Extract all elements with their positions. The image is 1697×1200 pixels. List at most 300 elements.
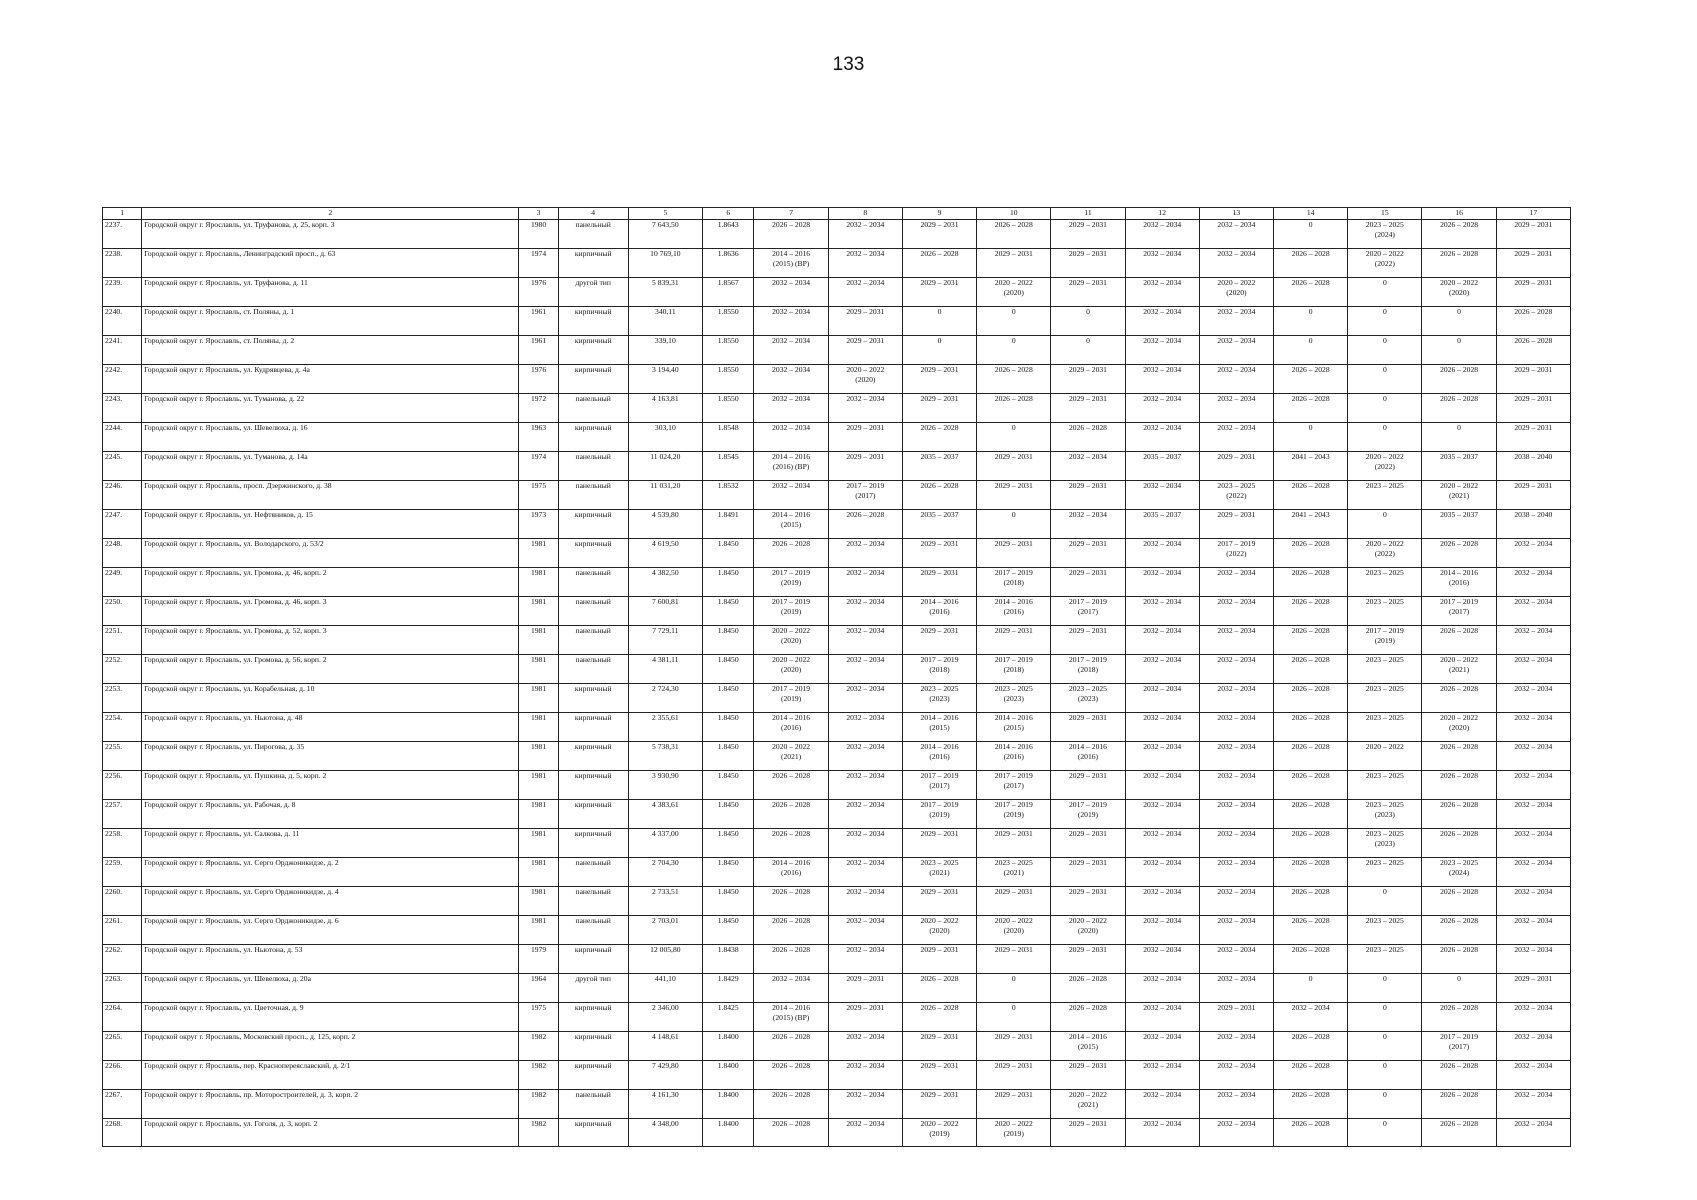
table-cell: 2014 – 2016 (2016)	[977, 742, 1051, 771]
table-cell: 7 600,81	[628, 597, 702, 626]
table-cell: 2023 – 2025	[1348, 655, 1422, 684]
table-body	[103, 220, 1571, 1147]
table-cell: 1.8400	[702, 1119, 754, 1147]
column-header: 13	[1199, 208, 1273, 220]
table-cell: кирпичный	[558, 713, 628, 742]
table-cell: 1972	[519, 394, 558, 423]
table-cell: 2029 – 2031	[902, 568, 976, 597]
table-cell: 0	[1274, 423, 1348, 452]
table-cell: 2032 – 2034	[1496, 1090, 1570, 1119]
table-cell: 4 381,11	[628, 655, 702, 684]
table-cell: 2026 – 2028	[1422, 249, 1496, 278]
row-number-cell: 2237.	[103, 220, 142, 249]
table-cell: 2029 – 2031	[1051, 278, 1125, 307]
table-cell: панельный	[558, 916, 628, 945]
table-cell: 1.8425	[702, 1003, 754, 1032]
table-cell: 2026 – 2028	[1274, 771, 1348, 800]
table-cell: 2032 – 2034	[1496, 1061, 1570, 1090]
table-cell: 2032 – 2034	[1199, 626, 1273, 655]
table-cell: 1.8450	[702, 916, 754, 945]
table-cell: 2029 – 2031	[977, 539, 1051, 568]
table-cell: 2032 – 2034	[1125, 423, 1199, 452]
table-cell: 2026 – 2028	[754, 800, 828, 829]
table-cell: 7 429,80	[628, 1061, 702, 1090]
table-cell: 2032 – 2034	[1199, 597, 1273, 626]
table-cell: 2032 – 2034	[828, 771, 902, 800]
table-cell: 0	[1348, 510, 1422, 539]
table-cell: 2026 – 2028	[754, 829, 828, 858]
table-cell: 2014 – 2016 (2015)	[902, 713, 976, 742]
column-header: 3	[519, 208, 558, 220]
table-cell: кирпичный	[558, 945, 628, 974]
table-cell: 2032 – 2034	[1125, 220, 1199, 249]
table-cell: 1.8450	[702, 684, 754, 713]
address-cell: Городской округ г. Ярославль, ул. Шевелюха, д. 20а	[142, 974, 519, 1003]
table-cell: 2032 – 2034	[1496, 771, 1570, 800]
table-cell: 2026 – 2028	[754, 539, 828, 568]
table-cell: 2032 – 2034	[1051, 452, 1125, 481]
table-cell: 2026 – 2028	[1274, 829, 1348, 858]
table-cell: 2029 – 2031	[977, 249, 1051, 278]
table-cell: 0	[1348, 423, 1422, 452]
table-cell: 0	[977, 336, 1051, 365]
table-cell: 2023 – 2025	[1348, 597, 1422, 626]
table-cell: 2020 – 2022 (2021)	[1422, 655, 1496, 684]
table-cell: 2032 – 2034	[1125, 858, 1199, 887]
page-number: 133	[832, 54, 865, 75]
table-cell: 2023 – 2025 (2023)	[902, 684, 976, 713]
table-cell: 1982	[519, 1061, 558, 1090]
table-cell: 1.8450	[702, 742, 754, 771]
table-cell: 2029 – 2031	[1051, 945, 1125, 974]
table-cell: 2026 – 2028	[1274, 945, 1348, 974]
table-cell: 0	[1348, 307, 1422, 336]
table-cell: 0	[1274, 220, 1348, 249]
table-cell: 2020 – 2022 (2020)	[754, 626, 828, 655]
table-cell: 2032 – 2034	[1199, 684, 1273, 713]
table-cell: 2032 – 2034	[1199, 945, 1273, 974]
table-cell: кирпичный	[558, 307, 628, 336]
table-cell: 2 733,51	[628, 887, 702, 916]
table-cell: 2032 – 2034	[1199, 771, 1273, 800]
row-number-cell: 2250.	[103, 597, 142, 626]
table-cell: 2029 – 2031	[1051, 1061, 1125, 1090]
table-cell: панельный	[558, 858, 628, 887]
table-cell: 2026 – 2028	[1422, 220, 1496, 249]
table-cell: 4 619,50	[628, 539, 702, 568]
table-cell: 0	[977, 510, 1051, 539]
table-cell: 2032 – 2034	[1199, 220, 1273, 249]
table-cell: 2032 – 2034	[1125, 626, 1199, 655]
table-cell: 2026 – 2028	[1274, 278, 1348, 307]
table-row	[103, 307, 1571, 336]
table-cell: 2032 – 2034	[828, 1032, 902, 1061]
table-row	[103, 742, 1571, 771]
table-cell: 1.8532	[702, 481, 754, 510]
table-cell: 2026 – 2028	[1422, 800, 1496, 829]
table-cell: 11 031,20	[628, 481, 702, 510]
table-cell: 2026 – 2028	[1274, 684, 1348, 713]
table-cell: 1981	[519, 713, 558, 742]
table-cell: 1.8450	[702, 713, 754, 742]
table-row	[103, 510, 1571, 539]
table-cell: 2026 – 2028	[754, 771, 828, 800]
table-cell: 1981	[519, 829, 558, 858]
table-cell: 2017 – 2019 (2019)	[977, 800, 1051, 829]
table-cell: 2017 – 2019 (2018)	[977, 568, 1051, 597]
table-cell: 2023 – 2025	[1348, 771, 1422, 800]
address-cell: Городской округ г. Ярославль, ул. Шевелюха, д. 16	[142, 423, 519, 452]
table-cell: 2032 – 2034	[1496, 858, 1570, 887]
table-cell: 2032 – 2034	[1496, 1003, 1570, 1032]
table-cell: 1974	[519, 452, 558, 481]
table-cell: 2029 – 2031	[1199, 510, 1273, 539]
table-cell: 1979	[519, 945, 558, 974]
table-cell: 1.8545	[702, 452, 754, 481]
table-cell: 2029 – 2031	[1496, 394, 1570, 423]
table-cell: 2017 – 2019 (2019)	[1051, 800, 1125, 829]
table-cell: 2032 – 2034	[754, 423, 828, 452]
table-cell: 2023 – 2025	[1348, 684, 1422, 713]
table-cell: 1975	[519, 481, 558, 510]
table-cell: 2029 – 2031	[1051, 887, 1125, 916]
table-cell: 0	[1274, 336, 1348, 365]
table-cell: 2017 – 2019 (2019)	[754, 684, 828, 713]
table-cell: 2032 – 2034	[1125, 365, 1199, 394]
table-cell: 0	[1348, 1090, 1422, 1119]
table-cell: 1982	[519, 1119, 558, 1147]
table-cell: кирпичный	[558, 800, 628, 829]
table-cell: 2029 – 2031	[1051, 394, 1125, 423]
table-cell: 2026 – 2028	[1422, 1003, 1496, 1032]
address-cell: Городской округ г. Ярославль, ул. Труфанова, д. 11	[142, 278, 519, 307]
table-cell: 2029 – 2031	[1496, 974, 1570, 1003]
table-cell: 2032 – 2034	[1125, 713, 1199, 742]
table-cell: 2026 – 2028	[1422, 887, 1496, 916]
column-header: 11	[1051, 208, 1125, 220]
table-cell: 2032 – 2034	[1199, 1061, 1273, 1090]
table-cell: 1981	[519, 916, 558, 945]
table-cell: 2032 – 2034	[1125, 481, 1199, 510]
table-cell: 1.8450	[702, 568, 754, 597]
table-cell: 2023 – 2025	[1348, 945, 1422, 974]
table-cell: 4 161,30	[628, 1090, 702, 1119]
table-cell: 1973	[519, 510, 558, 539]
address-cell: Городской округ г. Ярославль, ул. Громова, д. 52, корп. 3	[142, 626, 519, 655]
table-cell: 2017 – 2019 (2017)	[828, 481, 902, 510]
row-number-cell: 2258.	[103, 829, 142, 858]
table-cell: 2032 – 2034	[1496, 539, 1570, 568]
table-cell: 2032 – 2034	[1496, 626, 1570, 655]
table-cell: 2026 – 2028	[1274, 539, 1348, 568]
table-cell: 2032 – 2034	[1125, 394, 1199, 423]
table-cell: 2017 – 2019 (2019)	[754, 568, 828, 597]
table-cell: 2032 – 2034	[1496, 1119, 1570, 1147]
table-cell: 1.8450	[702, 539, 754, 568]
table-cell: 2029 – 2031	[828, 423, 902, 452]
table-cell: 2032 – 2034	[1496, 742, 1570, 771]
table-cell: 2032 – 2034	[1199, 800, 1273, 829]
table-cell: 2014 – 2016 (2016)	[754, 713, 828, 742]
table-cell: 2029 – 2031	[1051, 220, 1125, 249]
table-cell: 1.8550	[702, 307, 754, 336]
table-cell: 2020 – 2022	[1348, 742, 1422, 771]
column-header: 5	[628, 208, 702, 220]
table-cell: 2035 – 2037	[902, 510, 976, 539]
table-cell: 2 703,01	[628, 916, 702, 945]
table-cell: кирпичный	[558, 1061, 628, 1090]
table-cell: 1.8636	[702, 249, 754, 278]
table-cell: 1.8438	[702, 945, 754, 974]
table-cell: 0	[1348, 278, 1422, 307]
table-cell: 2026 – 2028	[1274, 1119, 1348, 1147]
address-cell: Городской округ г. Ярославль, ул. Серго Орджоникидзе, д. 2	[142, 858, 519, 887]
table-cell: 2023 – 2025 (2023)	[1051, 684, 1125, 713]
table-cell: 2032 – 2034	[1199, 713, 1273, 742]
table-cell: 2026 – 2028	[1274, 481, 1348, 510]
table-row	[103, 481, 1571, 510]
table-cell: 2017 – 2019 (2019)	[1348, 626, 1422, 655]
table-cell: 7 729,11	[628, 626, 702, 655]
row-number-cell: 2251.	[103, 626, 142, 655]
table-cell: 2035 – 2037	[1125, 452, 1199, 481]
row-number-cell: 2249.	[103, 568, 142, 597]
address-cell: Городской округ г. Ярославль, ул. Ньютона, д. 53	[142, 945, 519, 974]
table-cell: 2032 – 2034	[828, 278, 902, 307]
table-cell: 2026 – 2028	[1422, 1061, 1496, 1090]
table-cell: 2020 – 2022 (2021)	[1051, 1090, 1125, 1119]
address-cell: Городской округ г. Ярославль, ул. Салкова, д. 11	[142, 829, 519, 858]
address-cell: Городской округ г. Ярославль, ул. Труфанова, д. 25, корп. 3	[142, 220, 519, 249]
row-number-cell: 2268.	[103, 1119, 142, 1147]
table-cell: 1981	[519, 800, 558, 829]
table-cell: 2029 – 2031	[902, 887, 976, 916]
table-cell: кирпичный	[558, 771, 628, 800]
table-cell: 0	[1348, 1032, 1422, 1061]
table-cell: 2023 – 2025	[1348, 713, 1422, 742]
table-cell: 0	[1348, 394, 1422, 423]
address-cell: Городской округ г. Ярославль, Ленинградский просп., д. 63	[142, 249, 519, 278]
table-cell: 2020 – 2022 (2019)	[977, 1119, 1051, 1147]
table-cell: 2017 – 2019 (2018)	[977, 655, 1051, 684]
table-cell: 2032 – 2034	[828, 655, 902, 684]
table-cell: 1980	[519, 220, 558, 249]
table-cell: 2032 – 2034	[828, 220, 902, 249]
table-cell: 2017 – 2019 (2019)	[754, 597, 828, 626]
table-cell: 2032 – 2034	[1125, 974, 1199, 1003]
table-cell: панельный	[558, 568, 628, 597]
table-cell: 2014 – 2016 (2015)	[1051, 1032, 1125, 1061]
table-cell: 2029 – 2031	[1496, 249, 1570, 278]
table-cell: 2029 – 2031	[828, 974, 902, 1003]
row-number-cell: 2263.	[103, 974, 142, 1003]
table-cell: 2026 – 2028	[1274, 713, 1348, 742]
row-number-cell: 2257.	[103, 800, 142, 829]
table-cell: 1974	[519, 249, 558, 278]
table-cell: 1976	[519, 278, 558, 307]
row-number-cell: 2252.	[103, 655, 142, 684]
table-cell: 2029 – 2031	[902, 278, 976, 307]
table-cell: 2029 – 2031	[1496, 278, 1570, 307]
table-cell: 2032 – 2034	[828, 800, 902, 829]
table-cell: 2026 – 2028	[1274, 916, 1348, 945]
table-cell: 2026 – 2028	[754, 887, 828, 916]
table-cell: 2032 – 2034	[1199, 655, 1273, 684]
table-cell: 2032 – 2034	[1125, 597, 1199, 626]
table-cell: 2026 – 2028	[1274, 1090, 1348, 1119]
table-cell: 2026 – 2028	[1422, 1090, 1496, 1119]
row-number-cell: 2261.	[103, 916, 142, 945]
table-cell: 1981	[519, 626, 558, 655]
table-cell: 2032 – 2034	[754, 481, 828, 510]
table-cell: 0	[1348, 1003, 1422, 1032]
table-cell: 2017 – 2019 (2018)	[902, 655, 976, 684]
table-cell: 2026 – 2028	[1422, 539, 1496, 568]
address-cell: Городской округ г. Ярославль, ул. Пирогова, д. 35	[142, 742, 519, 771]
table-cell: 2029 – 2031	[1199, 1003, 1273, 1032]
table-cell: 2032 – 2034	[1496, 713, 1570, 742]
table-cell: 2032 – 2034	[754, 278, 828, 307]
table-row	[103, 452, 1571, 481]
table-cell: 0	[1348, 365, 1422, 394]
table-cell: 2032 – 2034	[1496, 1032, 1570, 1061]
table-cell: 2014 – 2016 (2015)	[754, 510, 828, 539]
table-cell: 2032 – 2034	[1125, 539, 1199, 568]
row-number-cell: 2255.	[103, 742, 142, 771]
table-cell: 5 839,31	[628, 278, 702, 307]
table-cell: 2026 – 2028	[754, 1061, 828, 1090]
row-number-cell: 2264.	[103, 1003, 142, 1032]
table-cell: 2038 – 2040	[1496, 452, 1570, 481]
table-cell: 4 337,00	[628, 829, 702, 858]
table-cell: 2020 – 2022 (2020)	[1422, 713, 1496, 742]
table-cell: 2014 – 2016 (2016)	[1051, 742, 1125, 771]
table-cell: 2032 – 2034	[828, 568, 902, 597]
table-cell: 1.8548	[702, 423, 754, 452]
table-cell: 2029 – 2031	[1496, 365, 1570, 394]
table-row	[103, 626, 1571, 655]
table-cell: 1.8400	[702, 1032, 754, 1061]
table-cell: 2032 – 2034	[1199, 916, 1273, 945]
table-cell: 0	[977, 974, 1051, 1003]
table-cell: 11 024,20	[628, 452, 702, 481]
table-cell: 1.8400	[702, 1090, 754, 1119]
table-cell: 2032 – 2034	[1199, 1090, 1273, 1119]
table-cell: 0	[1348, 974, 1422, 1003]
table-cell: 2026 – 2028	[1274, 365, 1348, 394]
table-cell: кирпичный	[558, 423, 628, 452]
table-row	[103, 365, 1571, 394]
table-cell: 2035 – 2037	[902, 452, 976, 481]
table-cell: 2014 – 2016 (2016)	[977, 597, 1051, 626]
table-cell: 2 355,61	[628, 713, 702, 742]
table-cell: 2032 – 2034	[828, 597, 902, 626]
table-cell: 1.8491	[702, 510, 754, 539]
table-cell: 1.8643	[702, 220, 754, 249]
table-cell: 2032 – 2034	[754, 336, 828, 365]
table-cell: 2029 – 2031	[977, 452, 1051, 481]
table-cell: 2023 – 2025	[1348, 481, 1422, 510]
table-cell: 1961	[519, 307, 558, 336]
table-cell: 2020 – 2022 (2020)	[1422, 278, 1496, 307]
table-cell: 2032 – 2034	[1199, 974, 1273, 1003]
column-header: 14	[1274, 208, 1348, 220]
table-cell: 1.8450	[702, 887, 754, 916]
table-cell: 2029 – 2031	[1051, 481, 1125, 510]
table-cell: 2032 – 2034	[1125, 278, 1199, 307]
table-cell: 2026 – 2028	[977, 220, 1051, 249]
table-cell: 2029 – 2031	[902, 829, 976, 858]
table-cell: 0	[1422, 974, 1496, 1003]
table-cell: 2032 – 2034	[1125, 887, 1199, 916]
table-cell: 3 194,40	[628, 365, 702, 394]
table-cell: 1982	[519, 1090, 558, 1119]
address-cell: Городской округ г. Ярославль, ул. Серго Орджоникидзе, д. 6	[142, 916, 519, 945]
table-row	[103, 220, 1571, 249]
table-cell: 2023 – 2025	[1348, 858, 1422, 887]
table-cell: 2032 – 2034	[828, 742, 902, 771]
table-cell: 2020 – 2022 (2021)	[754, 742, 828, 771]
table-cell: 2017 – 2019 (2018)	[1051, 655, 1125, 684]
column-header: 6	[702, 208, 754, 220]
table-cell: 0	[977, 307, 1051, 336]
table-cell: 2029 – 2031	[1051, 568, 1125, 597]
row-number-cell: 2239.	[103, 278, 142, 307]
table-cell: 2026 – 2028	[1274, 1061, 1348, 1090]
table-cell: 2026 – 2028	[1422, 626, 1496, 655]
table-cell: 1975	[519, 1003, 558, 1032]
address-cell: Городской округ г. Ярославль, ул. Корабельная, д. 10	[142, 684, 519, 713]
row-number-cell: 2242.	[103, 365, 142, 394]
table-cell: 2023 – 2025 (2023)	[977, 684, 1051, 713]
table-row	[103, 1032, 1571, 1061]
table-cell: 2020 – 2022 (2020)	[902, 916, 976, 945]
table-cell: 2014 – 2016 (2016)	[902, 742, 976, 771]
table-cell: 2029 – 2031	[1051, 249, 1125, 278]
table-cell: 2035 – 2037	[1422, 510, 1496, 539]
table-cell: 2032 – 2034	[1199, 307, 1273, 336]
table-row	[103, 974, 1571, 1003]
table-cell: 2029 – 2031	[902, 945, 976, 974]
table-cell: 2029 – 2031	[1496, 220, 1570, 249]
table-cell: 2014 – 2016 (2015) (ВР)	[754, 249, 828, 278]
address-cell: Городской округ г. Ярославль, ул. Пушкина, д. 5, корп. 2	[142, 771, 519, 800]
table-cell: 2017 – 2019 (2017)	[1422, 597, 1496, 626]
table-cell: 2020 – 2022 (2020)	[754, 655, 828, 684]
table-cell: 2029 – 2031	[1051, 858, 1125, 887]
table-cell: 2029 – 2031	[1496, 481, 1570, 510]
table-cell: 0	[1348, 1061, 1422, 1090]
table-row	[103, 1003, 1571, 1032]
table-cell: 0	[1348, 336, 1422, 365]
table-cell: 2023 – 2025 (2021)	[902, 858, 976, 887]
table-cell: 1.8550	[702, 365, 754, 394]
table-cell: 2029 – 2031	[1051, 365, 1125, 394]
table-cell: кирпичный	[558, 510, 628, 539]
table-cell: 4 539,80	[628, 510, 702, 539]
table-cell: 2026 – 2028	[902, 249, 976, 278]
table-cell: 2023 – 2025 (2022)	[1199, 481, 1273, 510]
table-cell: 2029 – 2031	[902, 1032, 976, 1061]
table-cell: панельный	[558, 597, 628, 626]
table-cell: 1.8400	[702, 1061, 754, 1090]
column-header: 10	[977, 208, 1051, 220]
table-cell: 2029 – 2031	[1051, 1119, 1125, 1147]
table-cell: кирпичный	[558, 539, 628, 568]
table-cell: 2014 – 2016 (2016) (ВР)	[754, 452, 828, 481]
table-cell: 2032 – 2034	[1199, 1119, 1273, 1147]
table-cell: 2032 – 2034	[828, 858, 902, 887]
